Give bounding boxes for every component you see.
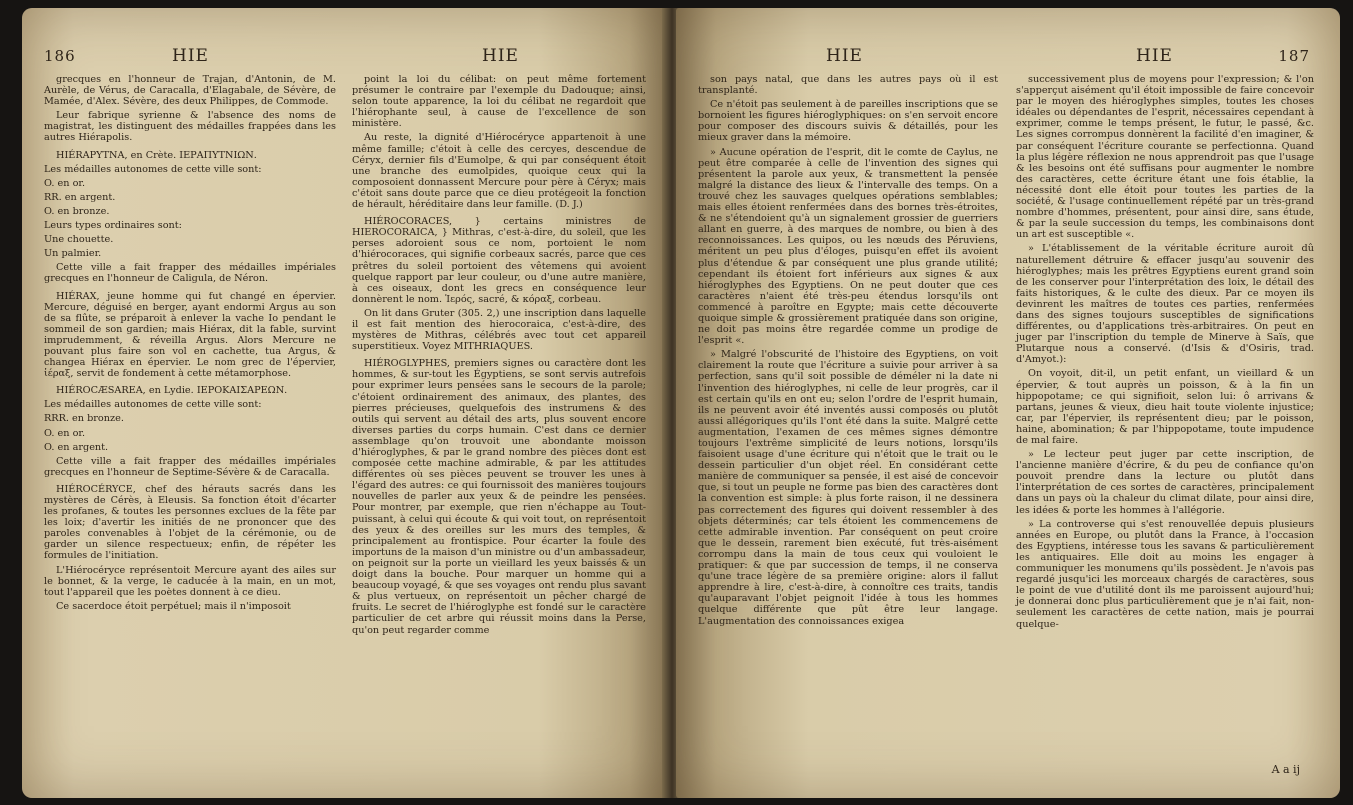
paragraph: O. en or. <box>44 177 86 189</box>
paragraph: Ce n'étoit pas seulement à de pareilles inscriptions que se bornoient les figures hiéroglyphiques: on s'en servoit encore pour composer des discours suivis & détaillés, pour les mieux graver dans la mémoire. <box>698 99 998 144</box>
paragraph: son pays natal, que dans les autres pays où il est transplanté. <box>698 74 998 97</box>
paragraph: » Le lecteur peut juger par cette inscription, de l'ancienne manière d'écrire, & du peu de confiance qu'on pouvoit prendre dans la lecture ou plutôt dans l'interprétation de ces sortes de caractères, principalement dans un pays où la chaleur du climat dilate, pour ainsi dire, les idées & porte les hommes à l'allégorie. <box>1016 449 1314 516</box>
right-page <box>676 8 1340 798</box>
running-head-right-2: HIE <box>1136 46 1173 66</box>
paragraph: HIÉROCÆSAREA, en Lydie. ΙΕΡΟΚΑΙΣΑΡΕΩΝ. <box>56 385 288 397</box>
paragraph: » La controverse qui s'est renouvellée depuis plusieurs années en Europe, ou plutôt dans la France, à l'occasion des Egyptiens, intéresse tous les savans & particulièrement les antiquaires. Elle doit au moins les engager à communiquer les monumens qu'ils possèdent. Je n'avois pas regardé jusqu'ici les morceaux chargés de caractères, sous le point de vue d'utilité dont ils me paroissent aujourd'hui; je donnerai donc plus particulièrement que je n'ai fait, non-seulement les caractères de cette nation, mais je pourrai quelque- <box>1016 518 1314 630</box>
paragraph: HIÉROGLYPHES, premiers signes ou caractère dont les hommes, & sur-tout les Égyptiens, se sont servis autrefois pour exprimer leurs pensées sans le secours de la parole; c'étoient ordinairement des animaux, des plantes, des pierres précieuses, quelquefois des instrumens & des outils qui servent au détail des arts, plus souvent encore diverses parties du corps humain. C'est dans ce dernier assemblage qu'on trouvoit une abondante moisson d'hiéroglyphes, & par le grand nombre des pièces dont est composée cette machine admirable, & par les attitudes différentes où ses pièces peuvent se trouver les unes à l'égard des autres: ce qui fournissoit des manières toujours nouvelles de parler aux yeux & de peindre les pensées. Pour montrer, par exemple, que rien n'échappe au Tout-puissant, à celui qui écoute & qui voit tout, on représentoit des yeux & des oreilles sur les murs des temples, & principalement au frontispice. Pour écarter la foule des importuns de la maison d'un ministre ou d'un ambassadeur, on peignoit sur la porte un vieillard les yeux baissés & un doigt dans la bouche. Pour marquer un homme qui a beaucoup voyagé, & que ses voyages ont rendu plus savant & plus vertueux, on représentoit un pêcher chargé de fruits. Le secret de l'hiéroglyphe est fondé sur le caractère particulier de cet arbre qui réussit moins dans la Perse, qu'on peut regarder comme <box>352 358 646 636</box>
paragraph: successivement plus de moyens pour l'expression; & l'on s'apperçut aisément qu'il étoit impossible de faire concevoir par le moyen des hiéroglyphes simples, toutes les choses idéales ou dépendantes de l'esprit, nécessaires cependant à exprimer, comme le temps présent, le futur, le passé, &c. Les signes corrompus donnèrent la facilité d'en imaginer, & par conséquent l'écriture courante se perfectionna. Quand la plus légère réflexion ne nous apprendroit pas que l'usage & les besoins ont été suffisans pour augmenter le nombre des caractères, cette écriture étant une fois établie, la nécessité dont elle étoit pour toutes les parties de la société, & l'usage continuellement répété par un très-grand nombre d'hommes, présentent, pour ainsi dire, sans étude, & par la seule succession du temps, les combinaisons dont un art est susceptible «. <box>1016 74 1314 241</box>
paragraph: » Malgré l'obscurité de l'histoire des Egyptiens, on voit clairement la route que l'écriture a suivie pour arriver à sa perfection, sans qu'il soit possible de déméler ni la date ni l'invention des hiéroglyphes, ni celle de leur progrès, car il est certain qu'ils en ont eu; selon l'ordre de l'esprit humain, ils ne peuvent avoir été inventés aussi composés ou plutôt aussi allégoriques qu'ils l'ont été dans la suite. Malgré cette augmentation, l'examen de ces mêmes signes démontre toujours l'extrême simplicité de leurs notions, lorsqu'ils faisoient usage d'une écriture qui n'étoit que le trait ou le dessein particulier d'un objet réel. En considérant cette manière de communiquer sa pensée, il est aisé de concevoir que, si tout un peuple ne forme pas bien des caractères dont la convention est simple: à plus forte raison, il ne dessinera pas correctement des figures qui doivent ressembler à des objets déterminés; car tels étoient les commencemens de cette admirable invention. Par conséquent on peut croire que le dessein, rarement bien exécuté, fut très-aisément corrompu dans la main de tous ceux qui vouloient le pratiquer: & que par succession de temps, il ne conserva qu'une trace légère de sa première origine: alors il fallut apprendre à lire, c'est-à-dire, à connoître ces traits, tandis qu'auparavant l'objet peignoit l'idée à tous les hommes quelque différente que pût être leur langage. L'augmentation des connoissances exigea <box>698 349 998 627</box>
paragraph: point la loi du célibat: on peut même fortement présumer le contraire par l'exemple du Dadouque; ainsi, selon toute apparence, la loi du célibat ne regardoit que l'hiérophante seul, à cause de l'excellence de son ministère. <box>352 74 646 130</box>
paragraph: » L'établissement de la véritable écriture auroit dû naturellement détruire & effacer jusqu'au souvenir des hiéroglyphes; mais les prêtres Egyptiens eurent grand soin de les conserver pour l'interprétation des loix, le détail des faits historiques, & le culte des dieux. Par ce moyen ils devinrent les maîtres de toutes ces parties, renfermées dans des signes toujours susceptibles de significations différentes, ou d'applications très-arbitraires. On peut en juger par l'inscription du temple de Minerve à Saïs, que Plutarque nous a conservé. (d'Isis & d'Osiris, trad. d'Amyot.): <box>1016 243 1314 366</box>
paragraph: O. en bronze. <box>44 205 110 217</box>
right-column-1 <box>698 74 998 630</box>
paragraph: HIÉROCÉRYCE, chef des hérauts sacrés dans les mystères de Cérès, à Eleusis. Sa fonction étoit d'écarter les profanes, & toutes les personnes exclues de la fête par les loix; d'avertir les initiés de ne prononcer que des paroles convenables à l'objet de la cérémonie, ou de garder un silence respectueux; enfin, de répéter les formules de l'initiation. <box>44 483 336 562</box>
running-head-right-1: HIE <box>826 46 863 66</box>
paragraph: Cette ville a fait frapper des médailles impériales grecques en l'honneur de Caligula, de Néron. <box>44 262 336 285</box>
paragraph: O. en or. <box>44 427 86 439</box>
paragraph: Une chouette. <box>44 234 114 246</box>
paragraph: » Aucune opération de l'esprit, dit le comte de Caylus, ne peut être comparée à celle de l'invention des signes qui présentent la parole aux yeux, & transmettent la pensée malgré la distance des lieux & l'intervalle des temps. On a trouvé chez les sauvages quelques opérations semblables; mais elles étoient renfermées dans des bornes très-étroites, & ne s'étendoient qu'à un signalement grossier de guerriers allant en guerre, à des marques de nombre, ou bien à des reconnoissances. Les quipos, ou les nœuds des Péruviens, méritent un peu plus d'éloges, puisqu'en effet ils avoient plus d'étendue & par conséquent une plus grande utilité; cependant ils étoient fort inférieurs aux signes & aux hiéroglyphes des Egyptiens. On ne peut douter que ces caractères n'aient été très-peu étendus lorsqu'ils ont commencé à paroître en Egypte; mais cette découverte quoique simple & grossièrement pratiquée dans son origine, ne doit pas moins être regardée comme un prodige de l'esprit «. <box>698 146 998 347</box>
left-column-2 <box>352 74 646 639</box>
left-page <box>22 8 668 798</box>
paragraph: Les médailles autonomes de cette ville sont: <box>44 399 262 411</box>
paragraph: O. en argent. <box>44 441 109 453</box>
paragraph: L'Hiérocéryce représentoit Mercure ayant des ailes sur le bonnet, & la verge, le caducée à la main, en un mot, tout l'appareil que les poètes donnent à ce dieu. <box>44 564 336 598</box>
page-number-right: 187 <box>1278 47 1310 65</box>
right-column-2 <box>1016 74 1314 633</box>
paragraph: RRR. en bronze. <box>44 413 124 425</box>
paragraph: On lit dans Gruter (305. 2,) une inscription dans laquelle il est fait mention des hierocoraica, c'est-à-dire, des mystères de Mithras, célébrés avec tout cet appareil superstitieux. Voyez MITHRIAQUES. <box>352 307 646 353</box>
book-spread <box>22 8 1340 798</box>
running-head-left-2: HIE <box>482 46 519 66</box>
left-column-1 <box>44 74 336 615</box>
paragraph: HIÉROCORACES, } certains ministres de HIEROCORAICA, } Mithras, c'est-à-dire, du soleil, que les perses adoroient sous ce nom, portoient le nom d'hiérocoraces, qui signifie corbeaux sacrés, parce que ces prêtres du soleil portoient des vêtemens qui avoient quelque rapport par leur couleur, ou d'une autre manière, à ces oiseaux, dont les grecs en conséquence leur donnèrent le nom. Ἱερός, sacré, & κόραξ, corbeau. <box>352 216 646 305</box>
running-head-left-1: HIE <box>172 46 209 66</box>
paragraph: RR. en argent. <box>44 191 116 203</box>
paragraph: Cette ville a fait frapper des médailles impériales grecques en l'honneur de Septime-Sévère & de Caracalla. <box>44 455 336 478</box>
paragraph: Au reste, la dignité d'Hiérocéryce appartenoit à une même famille; c'étoit à celle des cercyes, descendue de Céryx, dernier fils d'Eumolpe, & qui par conséquent étoit une branche des eumolpides, quoique ceux qui la composoient donnassent Mercure pour père à Céryx; mais c'étoit sans doute parce que ce dieu protégeoit la fonction de hérault, héréditaire dans leur famille. (D. J.) <box>352 132 646 211</box>
page-number-left: 186 <box>44 47 76 65</box>
paragraph: Les médailles autonomes de cette ville sont: <box>44 163 262 175</box>
paragraph: HIÉRAPYTNA, en Crète. ΙΕΡΑΠΥΤΝΙΩΝ. <box>56 149 257 161</box>
paragraph: Un palmier. <box>44 248 102 260</box>
paragraph: Ce sacerdoce étoit perpétuel; mais il n'imposoit <box>56 600 291 612</box>
paragraph: On voyoit, dit-il, un petit enfant, un vieillard & un épervier, & tout auprès un poisson, & à la fin un hippopotame; ce qui signifioit, selon lui: ô arrivans & partans, jeunes & vieux, dieu hait toute violente injustice; car, par l'épervier, ils représentent dieu; par le poisson, haine, abomination; & par l'hippopotame, toute impudence de mal faire. <box>1016 368 1314 446</box>
paragraph: grecques en l'honneur de Trajan, d'Antonin, de M. Aurèle, de Vérus, de Caracalla, d'Elagabale, de Sévère, de Mamée, d'Alex. Sévère, des deux Philippes, de Commode. <box>44 74 336 108</box>
paragraph: Leurs types ordinaires sont: <box>44 220 182 232</box>
paragraph: HIÉRAX, jeune homme qui fut changé en épervier. Mercure, déguisé en berger, ayant endormi Argus au son de sa flûte, se préparoit à enlever la vache Io pendant le sommeil de son gardien; mais Hiérax, dit la fable, survint imprudemment, & réveilla Argus. Alors Mercure ne pouvant plus faire son vol en cachette, tua Argus, & changea Hiérax en épervier. Le nom grec de l'épervier, ἱέραξ, servit de fondement à cette métamorphose. <box>44 290 336 380</box>
signature-mark: A a ij <box>1271 763 1300 776</box>
paragraph: Leur fabrique syrienne & l'absence des noms de magistrat, les distinguent des médailles frappées dans les autres Hiérapolis. <box>44 110 336 144</box>
